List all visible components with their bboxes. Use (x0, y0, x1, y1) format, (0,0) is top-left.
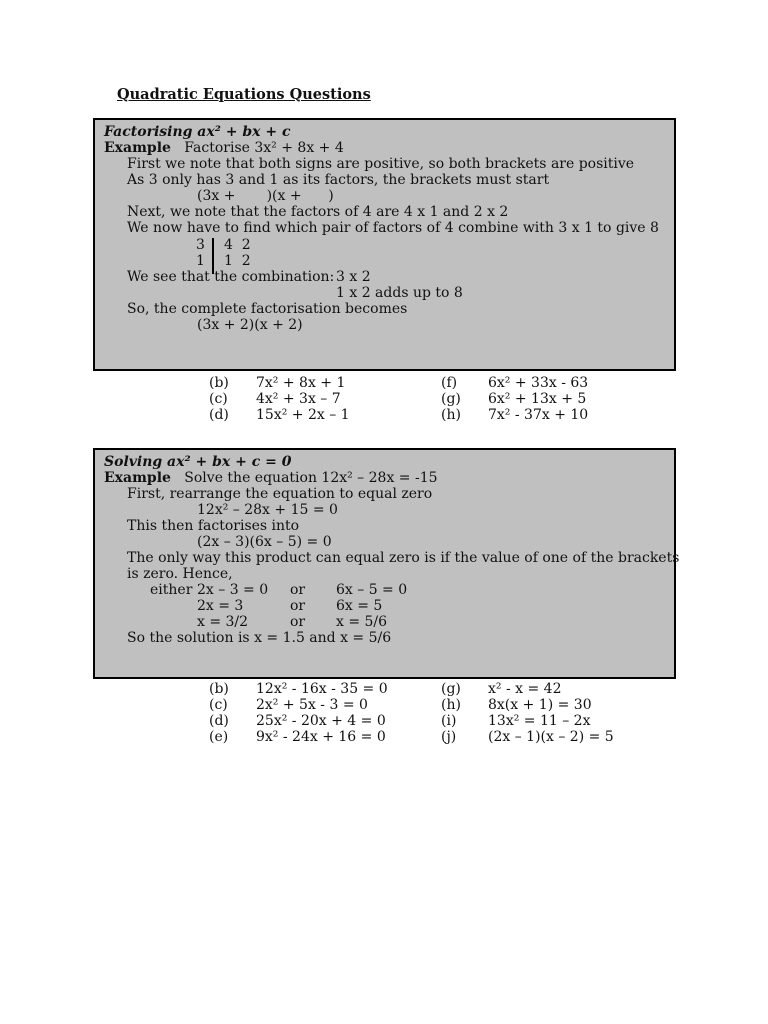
solution-step: 6x = 5 (336, 598, 383, 614)
question-expression: 7x² - 37x + 10 (488, 407, 589, 423)
solving-line-6: is zero. Hence, (127, 566, 233, 582)
solving-line-1: First, rearrange the equation to equal zero (127, 486, 433, 502)
solving-example (104, 470, 438, 486)
factor-table-right-1: 4 2 (224, 237, 251, 253)
solution-step: x = 5/6 (336, 614, 388, 630)
solution-step: 6x – 5 = 0 (336, 582, 408, 598)
factorising-line-1: First we note that both signs are positive, so both brackets are positive (127, 156, 635, 172)
or-word: or (290, 614, 306, 630)
factorising-line-6: We see that the combination: (127, 269, 335, 285)
question-expression: 15x² + 2x – 1 (256, 407, 350, 423)
factorising-example (104, 140, 344, 156)
question-expression: 9x² - 24x + 16 = 0 (256, 729, 386, 745)
question-label: (h) (441, 697, 461, 713)
example-label: Example (104, 140, 171, 156)
solving-line-4: (2x – 3)(6x – 5) = 0 (197, 534, 332, 550)
question-label: (b) (209, 681, 229, 697)
factorising-line-8: So, the complete factorisation becomes (127, 301, 408, 317)
solution-step: 2x = 3 (197, 598, 244, 614)
example-label: Example (104, 470, 171, 486)
factor-table-right-2: 1 2 (224, 253, 251, 269)
factorising-line-7: 1 x 2 adds up to 8 (336, 285, 463, 301)
factorising-heading: Factorising ax² + bx + c (104, 124, 291, 140)
question-label: (d) (209, 407, 229, 423)
solving-line-3: This then factorises into (127, 518, 300, 534)
question-expression: 4x² + 3x – 7 (256, 391, 341, 407)
example-text: Factorise 3x² + 8x + 4 (184, 140, 344, 156)
solving-line-5: The only way this product can equal zero is if the value of one of the brackets (127, 550, 680, 566)
question-expression: 6x² + 13x + 5 (488, 391, 587, 407)
either-word: either (150, 582, 193, 598)
page-title: Quadratic Equations Questions (117, 86, 371, 103)
question-label: (c) (209, 391, 228, 407)
question-expression: 6x² + 33x - 63 (488, 375, 589, 391)
factorising-line-3: (3x + )(x + ) (197, 188, 334, 204)
factorising-line-5: We now have to find which pair of factors of 4 combine with 3 x 1 to give 8 (127, 220, 659, 236)
solution-step: x = 3/2 (197, 614, 249, 630)
question-label: (e) (209, 729, 229, 745)
question-label: (j) (441, 729, 457, 745)
factorising-line-4: Next, we note that the factors of 4 are 4 x 1 and 2 x 2 (127, 204, 509, 220)
question-expression: (2x – 1)(x – 2) = 5 (488, 729, 614, 745)
question-label: (b) (209, 375, 229, 391)
question-expression: 12x² - 16x - 35 = 0 (256, 681, 388, 697)
question-expression: 2x² + 5x - 3 = 0 (256, 697, 368, 713)
question-label: (c) (209, 697, 228, 713)
factor-table-left-2: 1 (196, 253, 205, 269)
solution-step: 2x – 3 = 0 (197, 582, 269, 598)
question-expression: 8x(x + 1) = 30 (488, 697, 592, 713)
question-expression: 25x² - 20x + 4 = 0 (256, 713, 386, 729)
question-expression: 13x² = 11 – 2x (488, 713, 591, 729)
factorising-line-6b: 3 x 2 (336, 269, 371, 285)
question-expression: x² - x = 42 (488, 681, 562, 697)
or-word: or (290, 582, 306, 598)
solving-conclusion: So the solution is x = 1.5 and x = 5/6 (127, 630, 392, 646)
question-label: (g) (441, 391, 461, 407)
solving-line-2: 12x² – 28x + 15 = 0 (197, 502, 338, 518)
question-label: (i) (441, 713, 457, 729)
question-label: (h) (441, 407, 461, 423)
question-label: (g) (441, 681, 461, 697)
question-label: (d) (209, 713, 229, 729)
factorising-line-2: As 3 only has 3 and 1 as its factors, the brackets must start (127, 172, 550, 188)
question-label: (f) (441, 375, 458, 391)
question-expression: 7x² + 8x + 1 (256, 375, 346, 391)
factorising-line-9: (3x + 2)(x + 2) (197, 317, 303, 333)
factor-table-left-1: 3 (196, 237, 205, 253)
solving-heading: Solving ax² + bx + c = 0 (104, 454, 292, 470)
or-word: or (290, 598, 306, 614)
example-text: Solve the equation 12x² – 28x = -15 (184, 470, 438, 486)
